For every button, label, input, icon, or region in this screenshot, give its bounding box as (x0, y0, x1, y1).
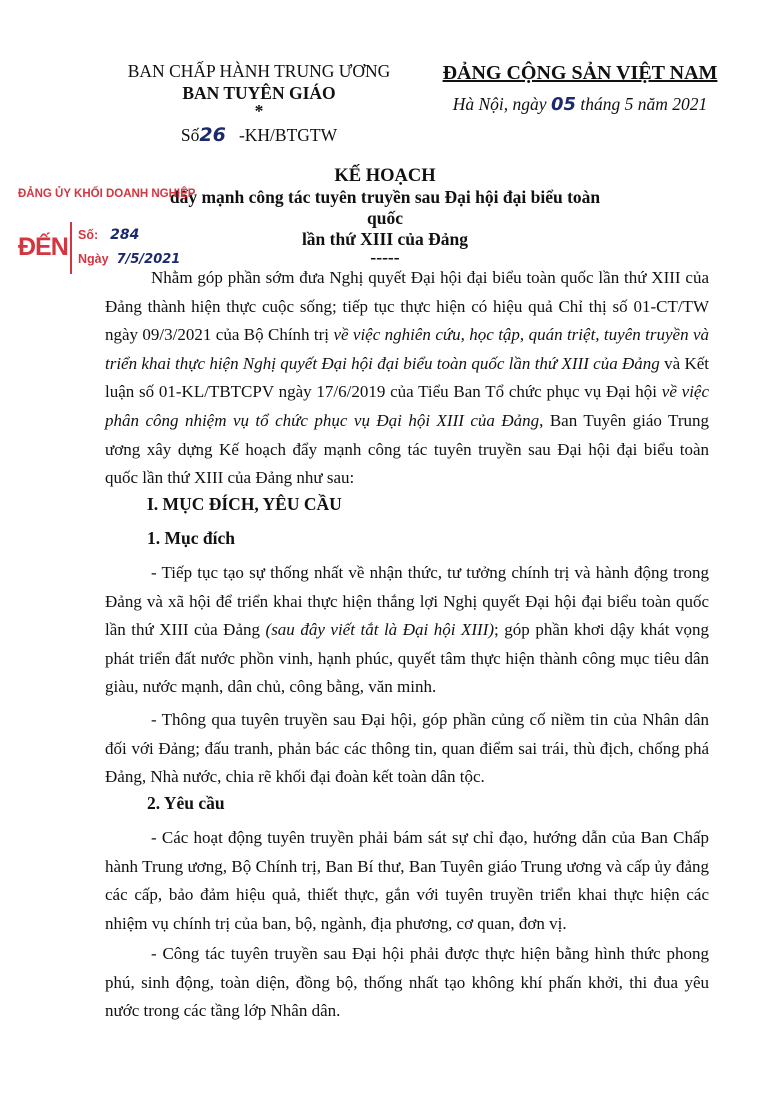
purpose-paragraph-2: - Thông qua tuyên truyền sau Đại hội, góp phần củng cố niềm tin của Nhân dân đối với Đảng; đấu tranh, phản bác các thông tin, quan điểm sai trái, thù địch, chống phá Đảng, Nhà nước, chia rẽ khối đại đoàn kết toàn dân tộc. (105, 710, 709, 787)
stamp-received: ĐẾN (18, 233, 68, 261)
stamp-number-value: 284 (110, 227, 140, 243)
stamp-organization: ĐẢNG ỦY KHỐI DOANH NGHIỆP (18, 188, 196, 200)
purpose-paragraph-1: - Tiếp tục tạo sự thống nhất về nhận thức, tư tưởng chính trị và hành động trong Đảng và xã hội để triển khai thực hiện thắng lợi Nghị quyết Đại hội đại biểu toàn quốc lần thứ XIII của Đảng (sau đây viết tắt là Đại hội XIII); góp phần khơi dậy khát vọng phát triển đất nước phồn vinh, hạnh phúc, quyết tâm thực hiện thành công mục tiêu dân giàu, nước mạnh, dân chủ, công bằng, văn minh. (105, 563, 710, 697)
committee-name: BAN CHẤP HÀNH TRUNG ƯƠNG (127, 61, 391, 81)
document-title (150, 166, 620, 267)
title-kind: KẾ HOẠCH (334, 166, 436, 186)
department-name: BAN TUYÊN GIÁO (182, 83, 336, 103)
stamp-number-label: Số: (78, 228, 99, 242)
doc-number-prefix: Số (180, 125, 200, 145)
requirements-paragraph-1: - Các hoạt động tuyên truyền phải bám sát sự chỉ đạo, hướng dẫn của Ban Chấp hành Trung ương, Bộ Chính trị, Ban Bí thư, Ban Tuyên giáo Trung ương và cấp ủy đảng các cấp, bảo đảm hiệu quả, thiết thực, gắn với tuyên truyền triển khai thực hiện các nhiệm vụ chính trị của ban, bộ, ngành, địa phương, cơ quan, đơn vị. (105, 828, 709, 933)
stamp-date-label: Ngày (78, 252, 109, 266)
date-prefix: Hà Nội, ngày (452, 94, 547, 114)
requirements-paragraph-2: - Công tác tuyên truyền sau Đại hội phải được thực hiện bằng hình thức phong phú, sinh động, toàn diện, đồng bộ, thống nhất tạo không khí phấn khởi, thi đua yêu nước trong các tầng lớp Nhân dân. (105, 944, 709, 1021)
issuer-block (100, 60, 418, 146)
doc-number-handwritten: 26 (199, 124, 226, 146)
star-mark: * (254, 101, 264, 121)
party-block (430, 60, 730, 115)
doc-number-suffix: -KH/BTGTW (238, 125, 338, 145)
title-line-2: lần thứ XIII của Đảng (301, 229, 469, 249)
section-heading: I. MỤC ĐÍCH, YÊU CẦU (147, 494, 342, 514)
subsection-heading-requirements: 2. Yêu cầu (147, 793, 225, 813)
title-line-1: đẩy mạnh công tác tuyên truyền sau Đại hội đại biểu toàn quốc (169, 187, 601, 228)
subsection-heading-purpose: 1. Mục đích (147, 528, 235, 548)
document-date (430, 94, 730, 115)
date-suffix: tháng 5 năm 2021 (580, 94, 708, 114)
stamp-date-value: 7/5/2021 (116, 252, 181, 267)
party-name: ĐẢNG CỘNG SẢN VIỆT NAM (442, 62, 718, 84)
date-day-handwritten: 05 (550, 94, 576, 115)
title-separator: ----- (370, 247, 400, 267)
document-number (100, 124, 418, 146)
intro-paragraph: Nhằm góp phần sớm đưa Nghị quyết Đại hội đại biểu toàn quốc lần thứ XIII của Đảng thành hiện thực cuộc sống; tiếp tục thực hiện có hiệu quả Chỉ thị số 01-CT/TW ngày 09/3/2021 của Bộ Chính trị về việc nghiên cứu, học tập, quán triệt, tuyên truyền và triển khai thực hiện Nghị quyết Đại hội đại biểu toàn quốc lần thứ XIII của Đảng và Kết luận số 01-KL/TBTCPV ngày 17/6/2019 của Tiểu Ban Tổ chức phục vụ Đại hội về việc phân công nhiệm vụ tổ chức phục vụ Đại hội XIII của Đảng, Ban Tuyên giáo Trung ương xây dựng Kế hoạch đẩy mạnh công tác tuyên truyền sau Đại hội đại biểu toàn quốc lần thứ XIII của Đảng như sau: (105, 268, 710, 488)
